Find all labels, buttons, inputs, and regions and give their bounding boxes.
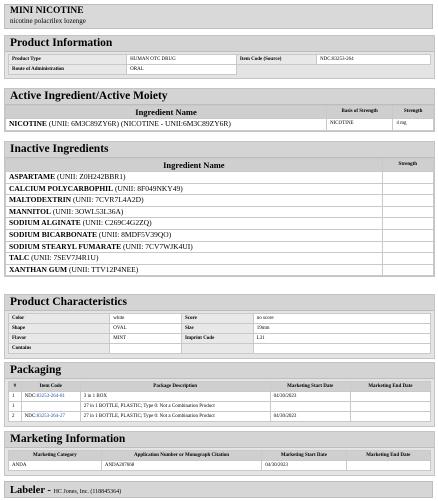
inactive-ingredient-name: [6, 206, 383, 218]
package-start-date: 04/30/2023: [270, 392, 350, 402]
characteristic-value: white: [110, 314, 182, 324]
section-title: Product Information: [5, 36, 434, 52]
marketing-start-date-value: 04/30/2023: [262, 461, 346, 471]
ingredient-unii: (UNII: 8F049NKY49): [113, 183, 183, 193]
product-characteristics-section: [4, 294, 435, 359]
package-number: 2: [9, 412, 22, 422]
characteristic-label: Flavor: [9, 334, 110, 344]
labeler-value: HC Jones, Inc. (118845364): [53, 489, 122, 495]
package-description: 27 in 1 BOTTLE, PLASTIC; Type 0: Not a Combination Product: [80, 412, 270, 422]
ingredient-name-bold: SODIUM STEARYL FUMARATE: [9, 241, 122, 251]
marketing-information-table: [8, 450, 431, 471]
inactive-ingredient-name: [6, 253, 383, 265]
packaging-section: [4, 362, 435, 427]
characteristic-value: no score: [253, 314, 430, 324]
characteristic-value: MINT: [110, 334, 182, 344]
route-value: ORAL: [127, 65, 237, 75]
ingredient-name-bold: NICOTINE: [9, 119, 47, 128]
package-item-code: [21, 402, 80, 412]
characteristic-value: L31: [253, 334, 430, 344]
col-package-description: Package Description: [80, 382, 270, 392]
marketing-end-date-value: [346, 461, 430, 471]
ingredient-name-bold: CALCIUM POLYCARBOPHIL: [9, 183, 114, 193]
inactive-ingredient-row: [6, 195, 434, 207]
application-number-value: ANDA207668: [101, 461, 261, 471]
ingredient-unii: (UNII: C269C4G2ZQ): [80, 218, 152, 228]
packaging-row: [9, 412, 431, 422]
inactive-ingredient-strength: [382, 253, 433, 265]
ingredient-unii: (UNII: 7CVR7L4A2D): [71, 195, 144, 205]
inactive-ingredient-row: [6, 229, 434, 241]
ndc-link[interactable]: 83253-264-81: [36, 394, 65, 399]
col-marketing-end-date: Marketing End Date: [350, 382, 430, 392]
product-information-table: [8, 54, 431, 75]
col-number: #: [9, 382, 22, 392]
characteristic-row: [9, 314, 431, 324]
drug-subtitle: nicotine polacrilex lozenge: [10, 17, 86, 25]
inactive-ingredient-strength: [382, 229, 433, 241]
inactive-ingredient-strength: [382, 264, 433, 276]
marketing-information-section: [4, 431, 435, 476]
characteristic-label: Size: [182, 324, 254, 334]
characteristic-label: [182, 344, 254, 354]
section-title: Packaging: [5, 363, 434, 379]
section-title: Product Characteristics: [5, 295, 434, 311]
product-type-value: HUMAN OTC DRUG: [127, 55, 237, 65]
inactive-ingredient-row: [6, 206, 434, 218]
characteristic-label: Shape: [9, 324, 110, 334]
ingredient-name-bold: XANTHAN GUM: [9, 264, 68, 274]
packaging-table: [8, 381, 431, 422]
empty-cell: [317, 65, 431, 75]
packaging-row: [9, 402, 431, 412]
ingredient-unii: (UNII: 8MDF5V39QO): [97, 229, 172, 239]
inactive-ingredient-name: [6, 241, 383, 253]
inactive-ingredient-strength: [382, 172, 433, 184]
active-ingredient-name: [6, 119, 327, 131]
package-item-code: [21, 392, 80, 402]
ingredient-unii: (UNII: 7SEV7J4R1U): [29, 253, 99, 263]
package-number: 1: [9, 402, 22, 412]
characteristic-label: Score: [182, 314, 254, 324]
characteristic-row: [9, 344, 431, 354]
marketing-category-value: ANDA: [9, 461, 102, 471]
package-item-code: [21, 412, 80, 422]
ingredient-name-bold: ASPARTAME: [9, 172, 56, 181]
ingredient-unii: (UNII: 7CV7WJK4UI): [121, 241, 193, 251]
inactive-ingredient-row: [6, 172, 434, 184]
product-characteristics-table: [8, 313, 431, 354]
inactive-ingredient-name: [6, 229, 383, 241]
characteristic-row: [9, 334, 431, 344]
active-ingredient-table: [5, 105, 434, 131]
col-strength: Strength: [393, 106, 434, 119]
characteristic-label: Imprint Code: [182, 334, 254, 344]
section-title: Marketing Information: [5, 432, 434, 448]
col-application-number: Application Number or Monograph Citation: [101, 451, 261, 461]
inactive-ingredient-name: [6, 195, 383, 207]
item-code-value: NDC:83253-264: [317, 55, 431, 65]
ingredient-name-bold: SODIUM ALGINATE: [9, 218, 81, 228]
col-item-code: Item Code: [21, 382, 80, 392]
inactive-ingredient-name: [6, 264, 383, 276]
ndc-prefix: NDC:: [24, 414, 37, 419]
basis-of-strength-value: NICOTINE: [327, 119, 393, 131]
product-type-label: Product Type: [9, 55, 127, 65]
characteristic-label: Contains: [9, 344, 110, 354]
inactive-ingredient-row: [6, 264, 434, 276]
inactive-ingredient-name: [6, 172, 383, 184]
package-end-date: [350, 412, 430, 422]
col-marketing-end-date: Marketing End Date: [346, 451, 430, 461]
ingredient-unii: (UNII: 3OWL53L36A): [50, 206, 124, 216]
package-description: 27 in 1 BOTTLE, PLASTIC; Type 0: Not a Combination Product: [80, 402, 270, 412]
inactive-ingredient-name: [6, 218, 383, 230]
inactive-ingredient-strength: [382, 241, 433, 253]
characteristic-value: [253, 344, 430, 354]
empty-cell: [236, 65, 316, 75]
characteristic-value: [110, 344, 182, 354]
active-ingredient-section: [4, 88, 435, 132]
product-information-section: [4, 35, 435, 79]
ingredient-unii: (UNII: TTV12P4NEE): [67, 264, 139, 274]
ndc-prefix: NDC:: [24, 394, 37, 399]
inactive-ingredient-row: [6, 183, 434, 195]
ingredient-name-bold: MANNITOL: [9, 206, 51, 216]
characteristic-row: [9, 324, 431, 334]
characteristic-value: OVAL: [110, 324, 182, 334]
inactive-ingredient-strength: [382, 206, 433, 218]
col-ingredient-name: Ingredient Name: [6, 159, 383, 172]
strength-value: 4 mg: [393, 119, 434, 131]
ingredient-name-bold: SODIUM BICARBONATE: [9, 229, 97, 239]
package-end-date: [350, 392, 430, 402]
col-strength: Strength: [382, 159, 433, 172]
inactive-ingredient-strength: [382, 218, 433, 230]
package-end-date: [350, 402, 430, 412]
section-title: Inactive Ingredients: [5, 142, 434, 158]
ingredient-name-bold: MALTODEXTRIN: [9, 195, 72, 205]
inactive-ingredient-strength: [382, 195, 433, 207]
inactive-ingredients-section: [4, 141, 435, 277]
package-description: 3 in 1 BOX: [80, 392, 270, 402]
characteristic-value: 19mm: [253, 324, 430, 334]
route-label: Route of Administration: [9, 65, 127, 75]
inactive-ingredients-table: [5, 158, 434, 276]
ingredient-unii: (UNII: Z0H242BBR1): [55, 172, 126, 181]
package-start-date: [270, 402, 350, 412]
inactive-ingredient-strength: [382, 183, 433, 195]
packaging-row: [9, 392, 431, 402]
drug-header: [4, 4, 433, 29]
drug-name: MINI NICOTINE: [10, 6, 84, 16]
col-basis-of-strength: Basis of Strength: [327, 106, 393, 119]
ingredient-name-bold: TALC: [9, 253, 30, 263]
item-code-label: Item Code (Source): [236, 55, 316, 65]
col-ingredient-name: Ingredient Name: [6, 106, 327, 119]
section-title: Active Ingredient/Active Moiety: [5, 89, 434, 105]
inactive-ingredient-row: [6, 218, 434, 230]
labeler-title: Labeler -: [10, 485, 54, 496]
inactive-ingredient-row: [6, 241, 434, 253]
col-marketing-start-date: Marketing Start Date: [270, 382, 350, 392]
col-marketing-category: Marketing Category: [9, 451, 102, 461]
characteristic-label: Color: [9, 314, 110, 324]
package-number: 1: [9, 392, 22, 402]
col-marketing-start-date: Marketing Start Date: [262, 451, 346, 461]
package-start-date: 04/30/2023: [270, 412, 350, 422]
ingredient-unii: (UNII: 6M3C89ZY6R) (NICOTINE - UNII:6M3C89ZY6R): [46, 119, 231, 128]
inactive-ingredient-row: [6, 253, 434, 265]
labeler-bar: [4, 481, 433, 498]
inactive-ingredient-name: [6, 183, 383, 195]
ndc-link[interactable]: 83253-264-27: [36, 414, 65, 419]
